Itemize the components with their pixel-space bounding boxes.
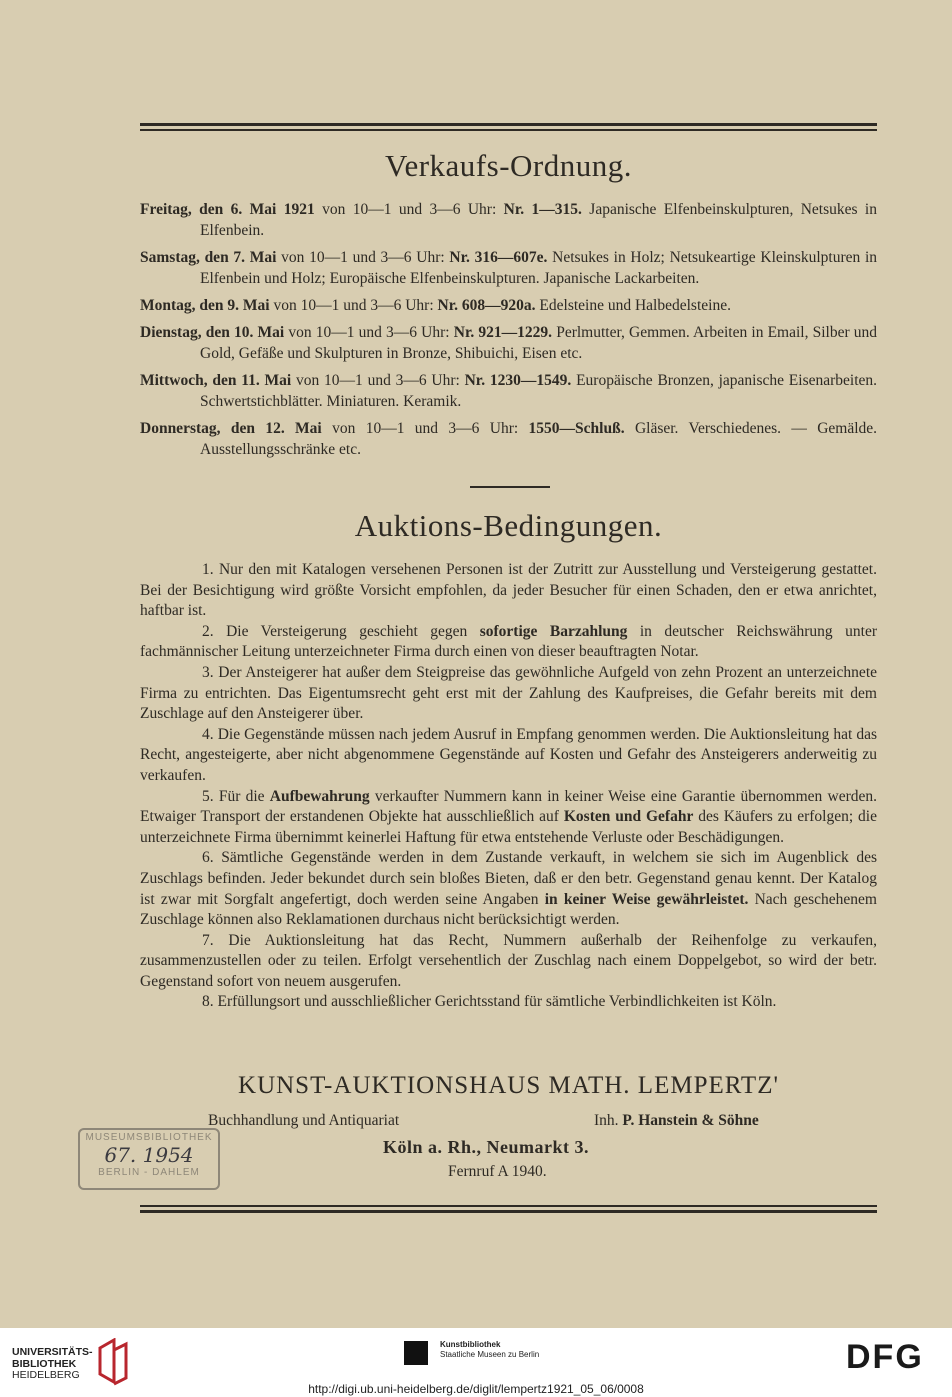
ub-logo-line: BIBLIOTHEK — [12, 1357, 77, 1370]
entry-date: Donnerstag, den 12. Mai — [140, 420, 322, 437]
bottom-rule-thick — [140, 1210, 877, 1213]
auktions-bedingungen-title: Auktions-Bedingungen. — [354, 508, 663, 543]
owner-prefix: Inh. — [594, 1112, 623, 1129]
condition-emphasis: Aufbewahrung — [269, 787, 370, 805]
ub-heidelberg-emblem-icon — [96, 1338, 132, 1386]
entry-numbers: Nr. 1230—1549. — [464, 372, 572, 389]
entry-description: Perlmutter, Gemmen. Arbeiten in Email, Silber und Gold, Gefäße und Skulpturen in Bronze, Shibuichi, Eisen etc. — [200, 324, 878, 362]
company-address: Köln a. Rh., Neumarkt 3. — [383, 1137, 590, 1157]
ub-logo-line: UNIVERSITÄTS- — [12, 1346, 93, 1358]
condition-text: 7. Die Auktionsleitung hat das Recht, Nummern außerhalb der Reihenfolge zu verkaufen, zusammenzustellen oder zu teilen. Erfolgt versehentlich der Zuschlag nach einem Doppelgebot, so wird der betr. Gegenstand sofort von neuem ausgerufen. — [140, 931, 877, 990]
condition-8 — [140, 992, 877, 1013]
entry-description: Gläser. Verschiedenes. — Gemälde. Ausstellungsschränke etc. — [200, 420, 878, 458]
sale-schedule — [140, 199, 877, 466]
dfg-logo: DFG — [846, 1338, 924, 1376]
condition-7 — [140, 931, 877, 993]
condition-text: 8. Erfüllungsort und ausschließlicher Gerichtsstand für sämtliche Verbindlichkeiten ist Köln. — [202, 993, 777, 1011]
condition-text: 5. Für die — [202, 787, 270, 805]
condition-5 — [140, 787, 877, 849]
entry-date: Freitag, den 6. Mai 1921 — [140, 201, 315, 218]
verkaufs-ordnung-title: Verkaufs-Ordnung. — [385, 148, 632, 183]
entry-description: Japanische Elfenbeinskulpturen, Netsukes in Elfenbein. — [200, 201, 877, 239]
company-subtitle: Buchhandlung und Antiquariat — [208, 1112, 400, 1129]
schedule-entry — [140, 370, 877, 412]
entry-numbers: Nr. 316—607e. — [449, 249, 548, 266]
entry-hours: von 10—1 und 3—6 Uhr: — [296, 372, 460, 389]
schedule-entry — [140, 199, 877, 241]
entry-numbers: Nr. 608—920a. — [437, 297, 536, 314]
condition-emphasis: sofortige Barzahlung — [479, 622, 628, 640]
entry-date: Montag, den 9. Mai — [140, 297, 270, 314]
condition-text: 1. Nur den mit Katalogen versehenen Personen ist der Zutritt zur Ausstellung und Versteigerung gestattet. Bei der Besichtigung wird größte Vorsicht empfohlen, da jeder Besucher für einen Schaden, den er etwa anrichtet, haftbar ist. — [140, 561, 877, 620]
ub-heidelberg-logo — [12, 1347, 93, 1382]
entry-date: Samstag, den 7. Mai — [140, 249, 277, 266]
condition-3 — [140, 663, 877, 725]
condition-text: 3. Der Ansteigerer hat außer dem Steigpreise das gewöhnliche Aufgeld von zehn Prozent an unterzeichnete Firma zu entrichten. Das Eigentumsrecht geht erst mit der Zahlung des Kaufpreises, die Gefahr bereits mit dem Zuschlage auf den Ansteigerer über. — [140, 663, 877, 723]
stamp-bottom-text: BERLIN - DAHLEM — [98, 1167, 200, 1178]
condition-emphasis: Kosten und Gefahr — [563, 808, 694, 826]
stamp-top-text: MUSEUMSBIBLIOTHEK — [85, 1132, 213, 1143]
condition-emphasis: in keiner Weise gewährleistet. — [544, 890, 749, 908]
source-url[interactable]: http://digi.ub.uni-heidelberg.de/diglit/lempertz1921_05_06/0008 — [308, 1382, 644, 1396]
bottom-rule-thin — [140, 1205, 877, 1207]
top-rule-thin — [140, 129, 877, 131]
entry-hours: von 10—1 und 3—6 Uhr: — [273, 297, 434, 314]
company-owner — [594, 1112, 759, 1130]
entry-hours: von 10—1 und 3—6 Uhr: — [288, 324, 450, 341]
schedule-entry — [140, 418, 877, 460]
kb-line: Kunstbibliothek — [440, 1340, 501, 1349]
entry-description: Netsukes in Holz; Netsukeartige Kleinskulpturen in Elfenbein und Holz; Europäische Elfenbeinskulpturen. Japanische Lackarbeiten. — [200, 249, 878, 287]
schedule-entry — [140, 247, 877, 289]
kunstbibliothek-logo-text — [440, 1340, 539, 1360]
condition-1 — [140, 560, 877, 622]
ub-logo-line: HEIDELBERG — [12, 1369, 80, 1381]
kb-line: Staatliche Museen zu Berlin — [440, 1350, 540, 1359]
owner-name: P. Hanstein & Söhne — [622, 1112, 759, 1129]
schedule-entry — [140, 295, 877, 316]
entry-numbers: Nr. 1—315. — [503, 201, 582, 218]
stamp-handwritten-number: 67. 1954 — [104, 1143, 194, 1167]
library-stamp — [78, 1128, 220, 1190]
entry-description: Europäische Bronzen, japanische Eisenarbeiten. Schwertstichblätter. Miniaturen. Keramik. — [200, 372, 878, 410]
condition-6 — [140, 848, 877, 930]
condition-text: des Käufers zu erfolgen; die unterzeichnete Firma übernimmt keinerlei Haftung für etwa entstehende Verluste oder Beschädigungen. — [140, 808, 877, 846]
condition-text: in deutscher Reichswährung unter fachmännischer Leitung unterzeichneter Firma durch einen von dieser beauftragten Notar. — [140, 622, 877, 661]
company-phone: Fernruf A 1940. — [448, 1163, 547, 1180]
entry-date: Mittwoch, den 11. Mai — [140, 372, 292, 389]
condition-text: 2. Die Versteigerung geschieht gegen — [202, 622, 480, 640]
kunstbibliothek-logo-icon — [404, 1341, 428, 1365]
entry-numbers: 1550—Schluß. — [528, 420, 625, 437]
entry-hours: von 10—1 und 3—6 Uhr: — [281, 249, 445, 266]
entry-date: Dienstag, den 10. Mai — [140, 324, 285, 341]
condition-4 — [140, 725, 877, 787]
auction-conditions — [140, 560, 877, 1013]
top-rule-thick — [140, 123, 877, 126]
condition-text: Nach geschehenem Zuschlage können also Reklamationen durchaus nicht berücksichtigt werden. — [140, 890, 877, 929]
condition-2 — [140, 622, 877, 663]
section-divider — [470, 486, 550, 488]
condition-text: 6. Sämtliche Gegenstände werden in dem Zustande verkauft, in welchem sie sich im Augenblick des Zuschlags befinden. Jeder bekundet durch sein bloßes Bieten, daß er den betr. Gegenstand genau kennt. Der Katalog ist zwar mit Sorgfalt angefertigt, doch werden seine Angaben — [140, 849, 877, 908]
company-name: KUNST-AUKTIONSHAUS MATH. LEMPERTZ' — [238, 1072, 779, 1099]
entry-numbers: Nr. 921—1229. — [453, 324, 553, 341]
entry-hours: von 10—1 und 3—6 Uhr: — [332, 420, 519, 437]
entry-description: Edelsteine und Halbedelsteine. — [539, 297, 731, 314]
condition-text: verkaufter Nummern kann in keiner Weise eine Garantie übernommen werden. Etwaiger Transport der erstandenen Objekte hat ausschließlich auf — [140, 787, 878, 826]
condition-text: 4. Die Gegenstände müssen nach jedem Ausruf in Empfang genommen werden. Die Auktionsleitung hat das Recht, angesteigerte, aber nicht abgenommene Gegenstände auf Kosten und Gefahr des Ansteigerers anderweitig zu verkaufen. — [140, 725, 877, 784]
schedule-entry — [140, 322, 877, 364]
entry-hours: von 10—1 und 3—6 Uhr: — [322, 201, 497, 218]
